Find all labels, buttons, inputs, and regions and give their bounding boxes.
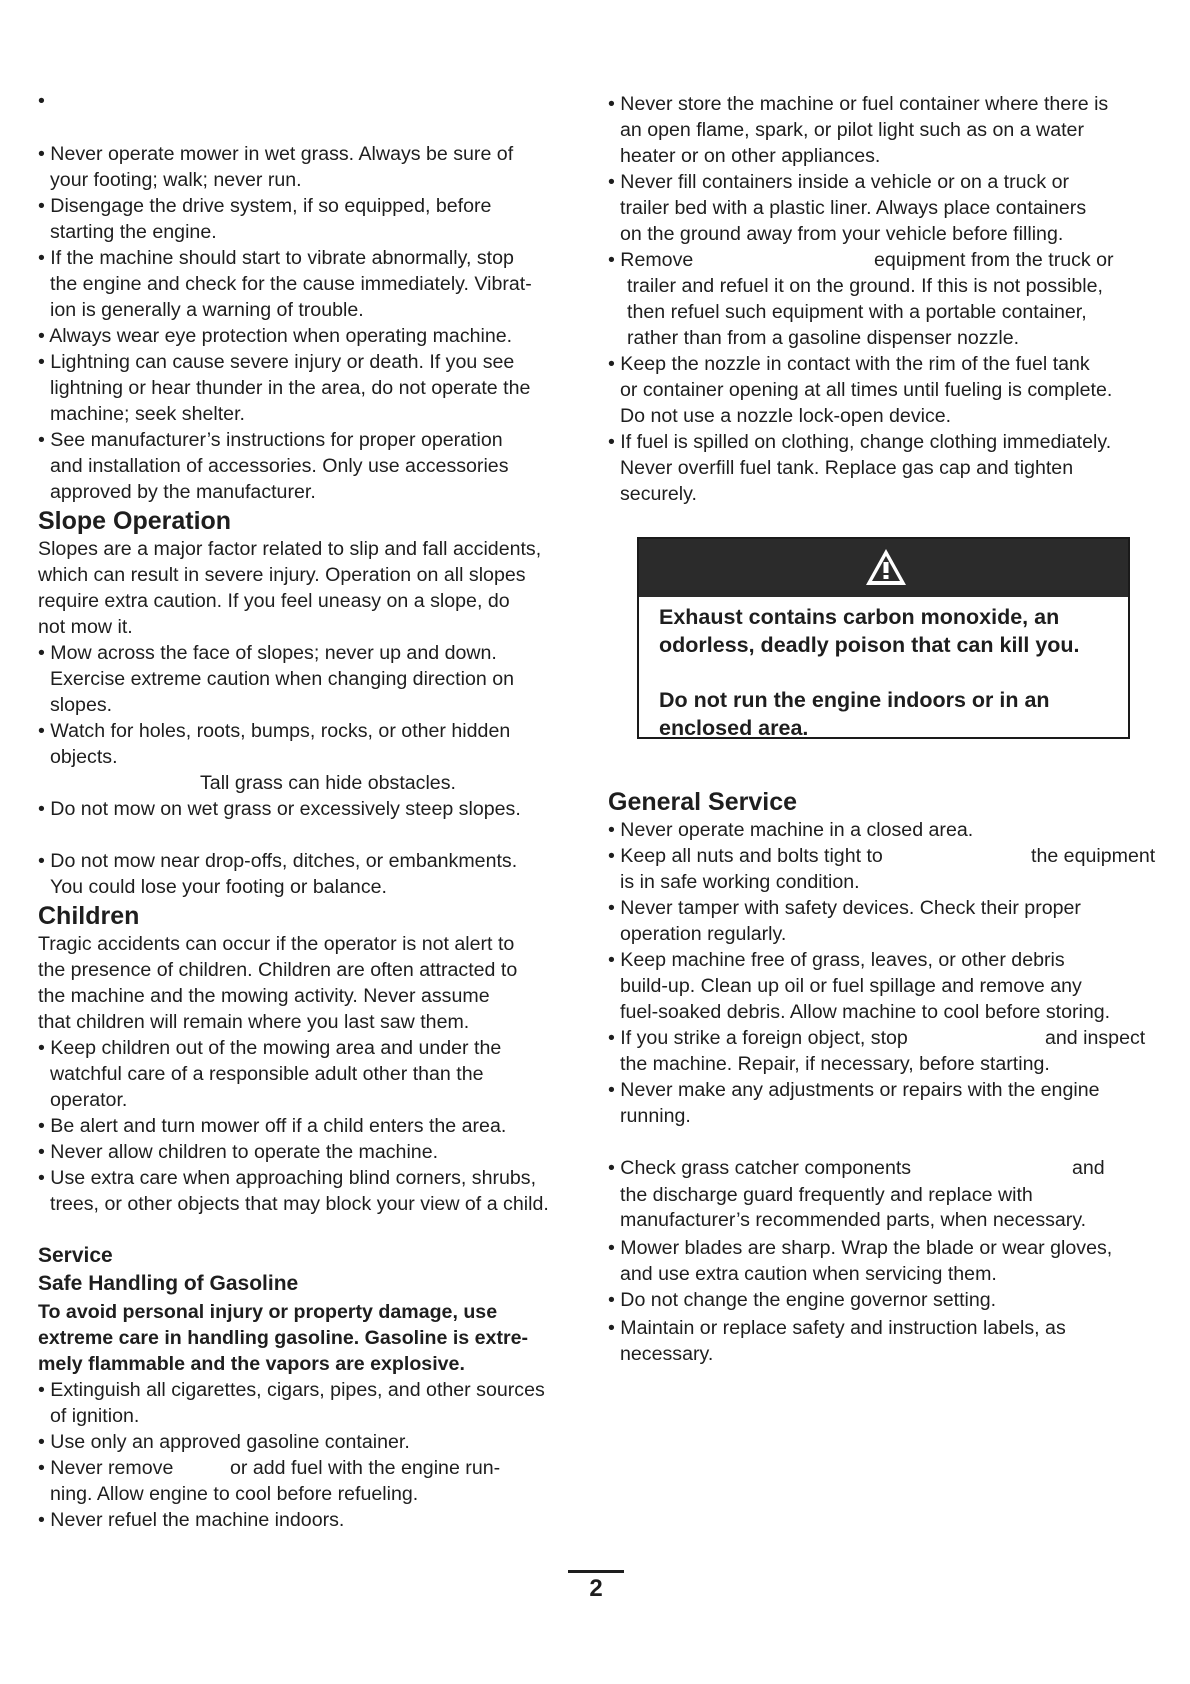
slope-para: which can result in severe injury. Operation on all slopes [38,564,526,586]
bullet-remove-cont: rather than from a gasoline dispenser nozzle. [627,327,1020,349]
children-para: that children will remain where you last saw them. [38,1011,470,1033]
tall-grass-note: Tall grass can hide obstacles. [200,772,456,794]
bullet-keep-children-out-cont: operator. [50,1089,128,1111]
warning-triangle-icon [864,547,908,587]
bullet-keep-children-out: • Keep children out of the mowing area and under the [38,1037,502,1059]
bullet-blind-corners-cont: trees, or other objects that may block your view of a child. [50,1193,549,1215]
bullet-never-store: • Never store the machine or fuel container where there is [608,93,1109,115]
bullet-keep-nozzle-cont: Do not use a nozzle lock-open device. [620,405,952,427]
bullet-wet-grass-cont: your footing; walk; never run. [50,169,302,191]
bullet-lightning: • Lightning can cause severe injury or death. If you see [38,351,515,373]
carbon-monoxide-warning-box [637,537,1130,739]
stray-bullet: • [38,90,45,112]
bullet-mower-blades: • Mower blades are sharp. Wrap the blade or wear gloves, [608,1237,1113,1259]
bullet-lightning-cont: lightning or hear thunder in the area, do not operate the [50,377,531,399]
bullet-nuts-bolts-cont: is in safe working condition. [620,871,860,893]
bullet-watch-holes: • Watch for holes, roots, bumps, rocks, or other hidden [38,720,511,742]
bullet-never-store-cont: an open flame, spark, or pilot light such as on a water [620,119,1084,141]
page-number-rule [568,1570,624,1573]
bullet-fuel-spilled: • If fuel is spilled on clothing, change clothing immediately. [608,431,1112,453]
heading-slope-operation: Slope Operation [38,507,232,535]
bullet-foreign-object-b: and inspect [1045,1027,1146,1049]
bullet-safety-labels-cont: necessary. [620,1343,714,1365]
warning-text: Do not run the engine indoors or in an [659,688,1050,712]
heading-service: Service [38,1244,113,1267]
bullet-never-remove: • Never remove [38,1457,174,1479]
gasoline-warning: extreme care in handling gasoline. Gasoline is extre- [38,1327,529,1349]
bullet-never-fill-cont: on the ground away from your vehicle before filling. [620,223,1064,245]
bullet-grass-catcher-cont: the discharge guard frequently and replace with [620,1184,1033,1206]
bullet-wet-slopes: • Do not mow on wet grass or excessively steep slopes. [38,798,521,820]
bullet-be-alert: • Be alert and turn mower off if a child enters the area. [38,1115,507,1137]
bullet-watch-holes-cont: objects. [50,746,118,768]
bullet-keep-children-out-cont: watchful care of a responsible adult other than the [50,1063,484,1085]
bullet-extinguish-cont: of ignition. [50,1405,140,1427]
warning-text: enclosed area. [659,716,809,740]
bullet-grass-catcher-b: and [1072,1157,1105,1179]
bullet-accessories-cont: approved by the manufacturer. [50,481,316,503]
bullet-foreign-object-cont: the machine. Repair, if necessary, before starting. [620,1053,1050,1075]
bullet-safety-devices-cont: operation regularly. [620,923,787,945]
bullet-disengage: • Disengage the drive system, if so equipped, before [38,195,492,217]
bullet-governor: • Do not change the engine governor setting. [608,1289,997,1311]
bullet-blind-corners: • Use extra care when approaching blind corners, shrubs, [38,1167,537,1189]
bullet-fuel-spilled-cont: securely. [620,483,697,505]
bullet-safety-devices: • Never tamper with safety devices. Check their proper [608,897,1081,919]
gasoline-warning: To avoid personal injury or property damage, use [38,1301,498,1323]
bullet-accessories-cont: and installation of accessories. Only use accessories [50,455,509,477]
gasoline-warning: mely flammable and the vapors are explosive. [38,1353,465,1375]
slope-para: Slopes are a major factor related to slip and fall accidents, [38,538,542,560]
bullet-keep-nozzle: • Keep the nozzle in contact with the rim of the fuel tank [608,353,1090,375]
bullet-vibrate: • If the machine should start to vibrate abnormally, stop [38,247,514,269]
bullet-mow-across-cont: slopes. [50,694,113,716]
bullet-lightning-cont: machine; seek shelter. [50,403,245,425]
bullet-safety-labels: • Maintain or replace safety and instruction labels, as [608,1317,1066,1339]
warning-text: odorless, deadly poison that can kill you. [659,633,1080,657]
bullet-foreign-object: • If you strike a foreign object, stop [608,1027,908,1049]
children-para: Tragic accidents can occur if the operator is not alert to [38,933,515,955]
bullet-grass-catcher: • Check grass catcher components [608,1157,912,1179]
bullet-fuel-spilled-cont: Never overfill fuel tank. Replace gas cap and tighten [620,457,1074,479]
bullet-remove-cont: then refuel such equipment with a portable container, [627,301,1087,323]
bullet-never-store-cont: heater or on other appliances. [620,145,881,167]
bullet-remove-b: equipment from the truck or [874,249,1114,271]
bullet-accessories: • See manufacturer’s instructions for proper operation [38,429,503,451]
bullet-vibrate-cont: ion is generally a warning of trouble. [50,299,364,321]
bullet-never-fill: • Never fill containers inside a vehicle or on a truck or [608,171,1069,193]
bullet-eye-protection: • Always wear eye protection when operating machine. [38,325,513,347]
bullet-mow-across-cont: Exercise extreme caution when changing direction on [50,668,514,690]
bullet-grass-catcher-cont: manufacturer’s recommended parts, when necessary. [620,1209,1087,1231]
warning-text: Exhaust contains carbon monoxide, an [659,605,1060,629]
bullet-mower-blades-cont: and use extra caution when servicing them. [620,1263,997,1285]
children-para: the presence of children. Children are often attracted to [38,959,518,981]
page-number: 2 [589,1575,603,1602]
bullet-vibrate-cont: the engine and check for the cause immediately. Vibrat- [50,273,532,295]
bullet-never-fill-cont: trailer bed with a plastic liner. Always place containers [620,197,1087,219]
bullet-nuts-bolts: • Keep all nuts and bolts tight to [608,845,883,867]
warning-header-bar [639,539,1128,597]
bullet-free-of-grass-cont: build-up. Clean up oil or fuel spillage and remove any [620,975,1082,997]
slope-para: not mow it. [38,616,133,638]
heading-general-service: General Service [608,788,798,816]
bullet-remove: • Remove [608,249,694,271]
children-para: the machine and the mowing activity. Never assume [38,985,490,1007]
bullet-mow-across: • Mow across the face of slopes; never up and down. [38,642,497,664]
heading-safe-handling-gasoline: Safe Handling of Gasoline [38,1272,299,1295]
bullet-free-of-grass: • Keep machine free of grass, leaves, or other debris [608,949,1065,971]
bullet-drop-offs: • Do not mow near drop-offs, ditches, or embankments. [38,850,518,872]
bullet-nuts-bolts-b: the equipment [1031,845,1156,867]
bullet-disengage-cont: starting the engine. [50,221,217,243]
heading-children: Children [38,902,140,930]
bullet-free-of-grass-cont: fuel-soaked debris. Allow machine to cool before storing. [620,1001,1111,1023]
bullet-adjustments-cont: running. [620,1105,691,1127]
bullet-remove-cont: trailer and refuel it on the ground. If this is not possible, [627,275,1103,297]
bullet-closed-area: • Never operate machine in a closed area. [608,819,974,841]
bullet-extinguish: • Extinguish all cigarettes, cigars, pipes, and other sources [38,1379,545,1401]
bullet-wet-grass: • Never operate mower in wet grass. Always be sure of [38,143,514,165]
bullet-never-refuel-indoors: • Never refuel the machine indoors. [38,1509,345,1531]
bullet-never-allow: • Never allow children to operate the machine. [38,1141,439,1163]
bullet-never-remove-b: or add fuel with the engine run- [230,1457,501,1479]
slope-para: require extra caution. If you feel uneasy on a slope, do [38,590,510,612]
bullet-approved-container: • Use only an approved gasoline container. [38,1431,410,1453]
bullet-keep-nozzle-cont: or container opening at all times until fueling is complete. [620,379,1113,401]
bullet-never-remove-cont: ning. Allow engine to cool before refueling. [50,1483,419,1505]
bullet-adjustments: • Never make any adjustments or repairs with the engine [608,1079,1100,1101]
bullet-drop-offs-cont: You could lose your footing or balance. [50,876,387,898]
